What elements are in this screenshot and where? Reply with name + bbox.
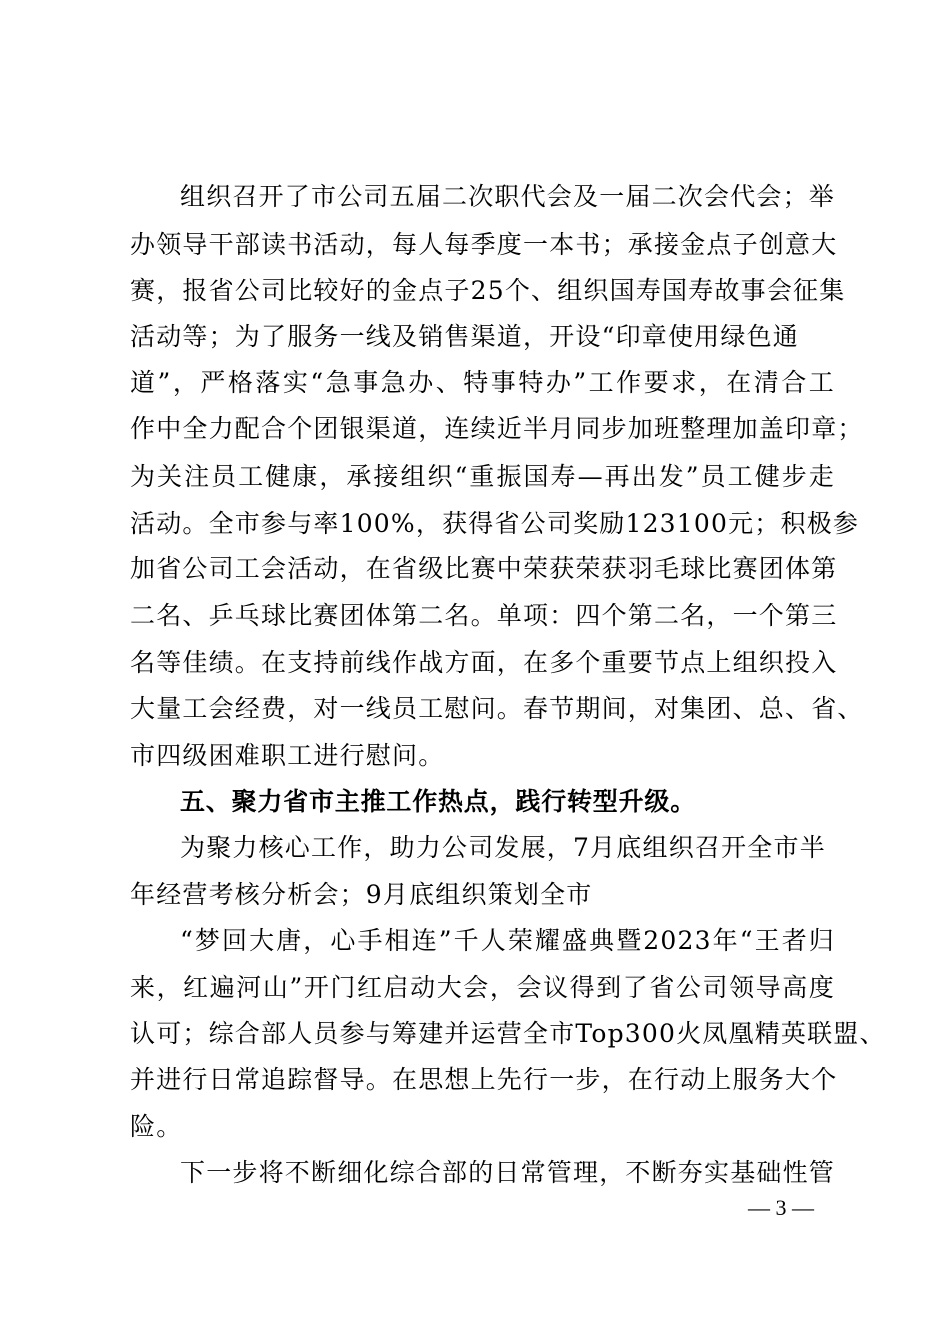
page-number: — 3 —	[748, 1195, 814, 1220]
paragraph-line: 认可；综合部人员参与筹建并运营全市Top300火凤凰精英联盟、	[130, 1019, 886, 1048]
paragraph-line: 二名、乒乓球比赛团体第二名。单项：四个第二名，一个第三	[130, 601, 838, 630]
paragraph-line: 道”，严格落实“急事急办、特事特办”工作要求，在清合工	[130, 368, 835, 397]
paragraph-line: 来，红遍河山”开门红启动大会，会议得到了省公司领导高度	[130, 973, 835, 1002]
paragraph-line: 为聚力核心工作，助力公司发展，7月底组织召开全市半	[180, 833, 826, 862]
paragraph-line: 险。	[130, 1112, 183, 1141]
paragraph-line: 赛，报省公司比较好的金点子25个、组织国寿国寿故事会征集	[130, 276, 846, 305]
paragraph-line: 并进行日常追踪督导。在思想上先行一步，在行动上服务大个	[130, 1065, 838, 1094]
paragraph-line: 办领导干部读书活动，每人每季度一本书；承接金点子创意大	[130, 230, 838, 259]
paragraph-line: 市四级困难职工进行慰问。	[130, 741, 445, 770]
paragraph-line: 组织召开了市公司五届二次职代会及一届二次会代会；举	[180, 182, 836, 211]
paragraph-line: 下一步将不断细化综合部的日常管理，不断夯实基础性管	[180, 1158, 836, 1187]
paragraph-line: 大量工会经费，对一线员工慰问。春节期间，对集团、总、省、	[130, 694, 864, 723]
paragraph-line: 为关注员工健康，承接组织“重振国寿—再出发”员工健步走	[130, 462, 835, 491]
paragraph-line: 活动。全市参与率100%，获得省公司奖励123100元；积极参	[130, 509, 860, 538]
paragraph-line: 名等佳绩。在支持前线作战方面，在多个重要节点上组织投入	[130, 648, 838, 677]
paragraph-line: 加省公司工会活动，在省级比赛中荣获荣获羽毛球比赛团体第	[130, 554, 838, 583]
section-heading: 五、聚力省市主推工作热点，践行转型升级。	[180, 787, 697, 816]
paragraph-line: 作中全力配合个团银渠道，连续近半月同步加班整理加盖印章；	[130, 414, 864, 443]
paragraph-line: “梦回大唐，心手相连”千人荣耀盛典暨2023年“王者归	[180, 926, 835, 955]
paragraph-line: 年经营考核分析会；9月底组织策划全市	[130, 880, 593, 909]
paragraph-line: 活动等；为了服务一线及销售渠道，开设“印章使用绿色通	[130, 322, 799, 351]
